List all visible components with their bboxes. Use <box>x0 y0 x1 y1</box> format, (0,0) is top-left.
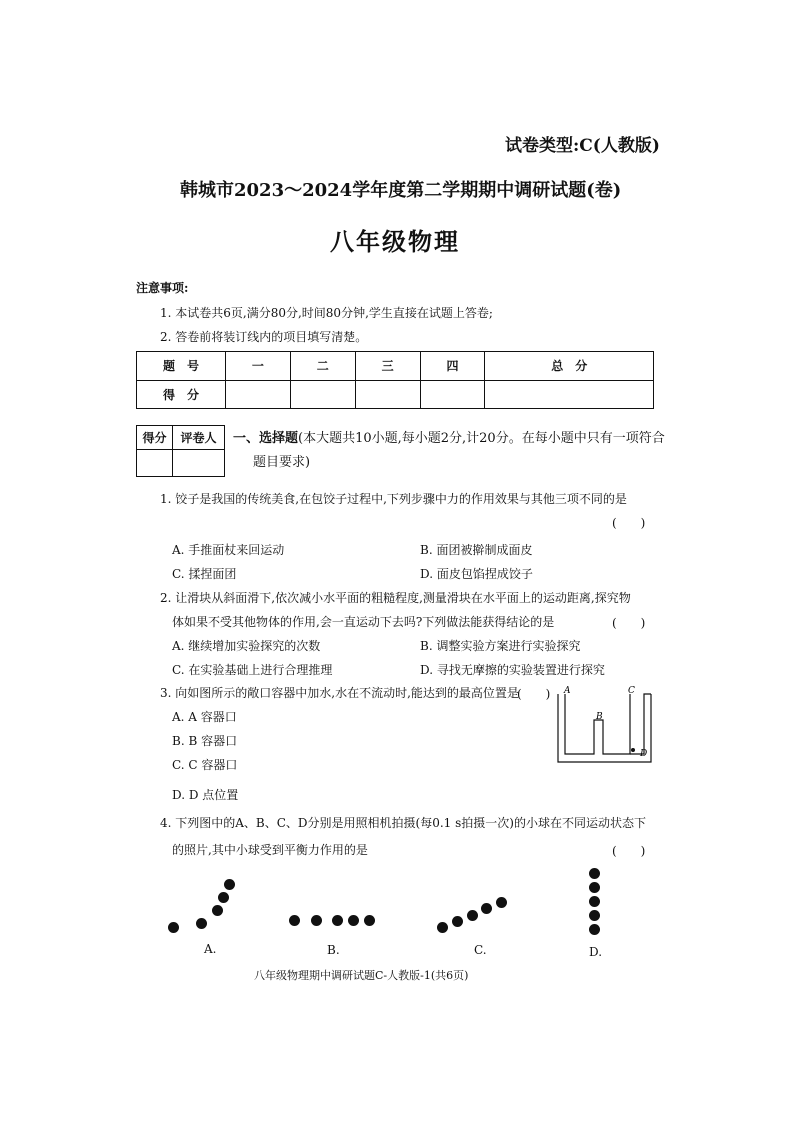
q2-option-a[interactable]: A. 继续增加实验探究的次数 <box>172 639 321 653</box>
ball-dot <box>589 882 600 893</box>
ball-dot <box>437 922 448 933</box>
photo-label-c: C. <box>474 943 487 957</box>
photo-label-b: B. <box>327 943 340 957</box>
section1-desc: (本大题共10小题,每小题2分,计20分。在每小题中只有一项符合 <box>298 431 665 446</box>
photo-label-a: A. <box>204 942 217 956</box>
q1-option-a[interactable]: A. 手推面杖来回运动 <box>172 543 285 557</box>
ball-dot <box>496 897 507 908</box>
ball-dot <box>589 910 600 921</box>
grader-box <box>136 425 225 477</box>
ball-dot <box>364 915 375 926</box>
page-footer: 八年级物理期中调研试题C-人教版-1(共6页) <box>254 969 469 982</box>
score-col-4: 四 <box>420 352 485 381</box>
ball-dot <box>589 896 600 907</box>
figure-label-a: A <box>564 686 571 696</box>
subject-title: 八年级物理 <box>330 227 460 256</box>
ball-dot <box>218 892 229 903</box>
notice-item-1: 1. 本试卷共6页,满分80分,时间80分钟,学生直接在试题上答卷; <box>160 306 493 320</box>
ball-dot <box>289 915 300 926</box>
q4-answer-paren[interactable]: ( ) <box>612 844 646 858</box>
ball-dot <box>311 915 322 926</box>
score-cell[interactable] <box>420 380 485 409</box>
score-cell[interactable] <box>226 380 291 409</box>
photo-label-d: D. <box>589 945 603 959</box>
ball-dot <box>168 922 179 933</box>
ball-dot <box>481 903 492 914</box>
q2-answer-paren[interactable]: ( ) <box>612 616 646 630</box>
grader-score-label: 得分 <box>137 426 173 450</box>
score-col-total: 总 分 <box>485 352 654 381</box>
score-cell[interactable] <box>485 380 654 409</box>
q2-option-c[interactable]: C. 在实验基础上进行合理推理 <box>172 663 333 677</box>
q2-option-b[interactable]: B. 调整实验方案进行实验探究 <box>420 639 581 653</box>
q3-answer-paren[interactable]: ( ) <box>517 687 551 701</box>
container-figure <box>555 684 655 768</box>
notice-heading: 注意事项: <box>136 281 189 295</box>
figure-label-c: C <box>628 686 635 696</box>
q3-option-b[interactable]: B. B 容器口 <box>172 734 238 748</box>
q3-stem: 3. 向如图所示的敞口容器中加水,水在不流动时,能达到的最高位置是 <box>160 686 519 700</box>
q3-option-a[interactable]: A. A 容器口 <box>172 710 237 724</box>
score-cell[interactable] <box>290 380 355 409</box>
ball-dot <box>196 918 207 929</box>
figure-label-b: B <box>596 712 603 722</box>
ball-dot <box>224 879 235 890</box>
section1-heading: 一、选择题 <box>233 431 299 446</box>
score-row-label: 得 分 <box>137 380 226 409</box>
section1-heading-line <box>233 431 665 447</box>
q3-option-c[interactable]: C. C 容器口 <box>172 758 238 772</box>
grader-score-cell[interactable] <box>137 450 173 477</box>
grader-name-cell[interactable] <box>173 450 225 477</box>
q2-stem-line2: 体如果不受其他物体的作用,会一直运动下去吗?下列做法能获得结论的是 <box>172 615 555 629</box>
score-row-label: 题 号 <box>137 352 226 381</box>
q2-option-d[interactable]: D. 寻找无摩擦的实验装置进行探究 <box>420 663 605 677</box>
exam-title: 韩城市2023～2024学年度第二学期期中调研试题(卷) <box>180 180 622 201</box>
q1-option-d[interactable]: D. 面皮包馅捏成饺子 <box>420 567 533 581</box>
q2-stem-line1: 2. 让滑块从斜面滑下,依次减小水平面的粗糙程度,测量滑块在水平面上的运动距离,探究物 <box>160 591 631 605</box>
score-col-1: 一 <box>226 352 291 381</box>
section1-desc-line2: 题目要求) <box>253 455 311 470</box>
q1-stem: 1. 饺子是我国的传统美食,在包饺子过程中,下列步骤中力的作用效果与其他三项不同的是 <box>160 492 627 506</box>
q4-stem-line1: 4. 下列图中的A、B、C、D分别是用照相机拍摄(每0.1 s拍摄一次)的小球在不同运动状态下 <box>160 816 646 830</box>
ball-dot <box>212 905 223 916</box>
score-cell[interactable] <box>355 380 420 409</box>
ball-dot <box>348 915 359 926</box>
ball-dot <box>467 910 478 921</box>
ball-dot <box>332 915 343 926</box>
q3-option-d[interactable]: D. D 点位置 <box>172 788 239 802</box>
score-col-3: 三 <box>355 352 420 381</box>
q1-option-c[interactable]: C. 揉捏面团 <box>172 567 237 581</box>
q1-option-b[interactable]: B. 面团被擀制成面皮 <box>420 543 533 557</box>
figure-label-d: D <box>640 749 648 759</box>
grader-name-label: 评卷人 <box>173 426 225 450</box>
q1-answer-paren[interactable]: ( ) <box>612 516 646 530</box>
score-col-2: 二 <box>290 352 355 381</box>
exam-type: 试卷类型:C(人教版) <box>505 136 660 156</box>
q4-stem-line2: 的照片,其中小球受到平衡力作用的是 <box>172 843 368 857</box>
ball-dot <box>589 924 600 935</box>
notice-item-2: 2. 答卷前将装订线内的项目填写清楚。 <box>160 330 368 344</box>
ball-dot <box>589 868 600 879</box>
ball-dot <box>452 916 463 927</box>
score-table <box>136 351 654 409</box>
